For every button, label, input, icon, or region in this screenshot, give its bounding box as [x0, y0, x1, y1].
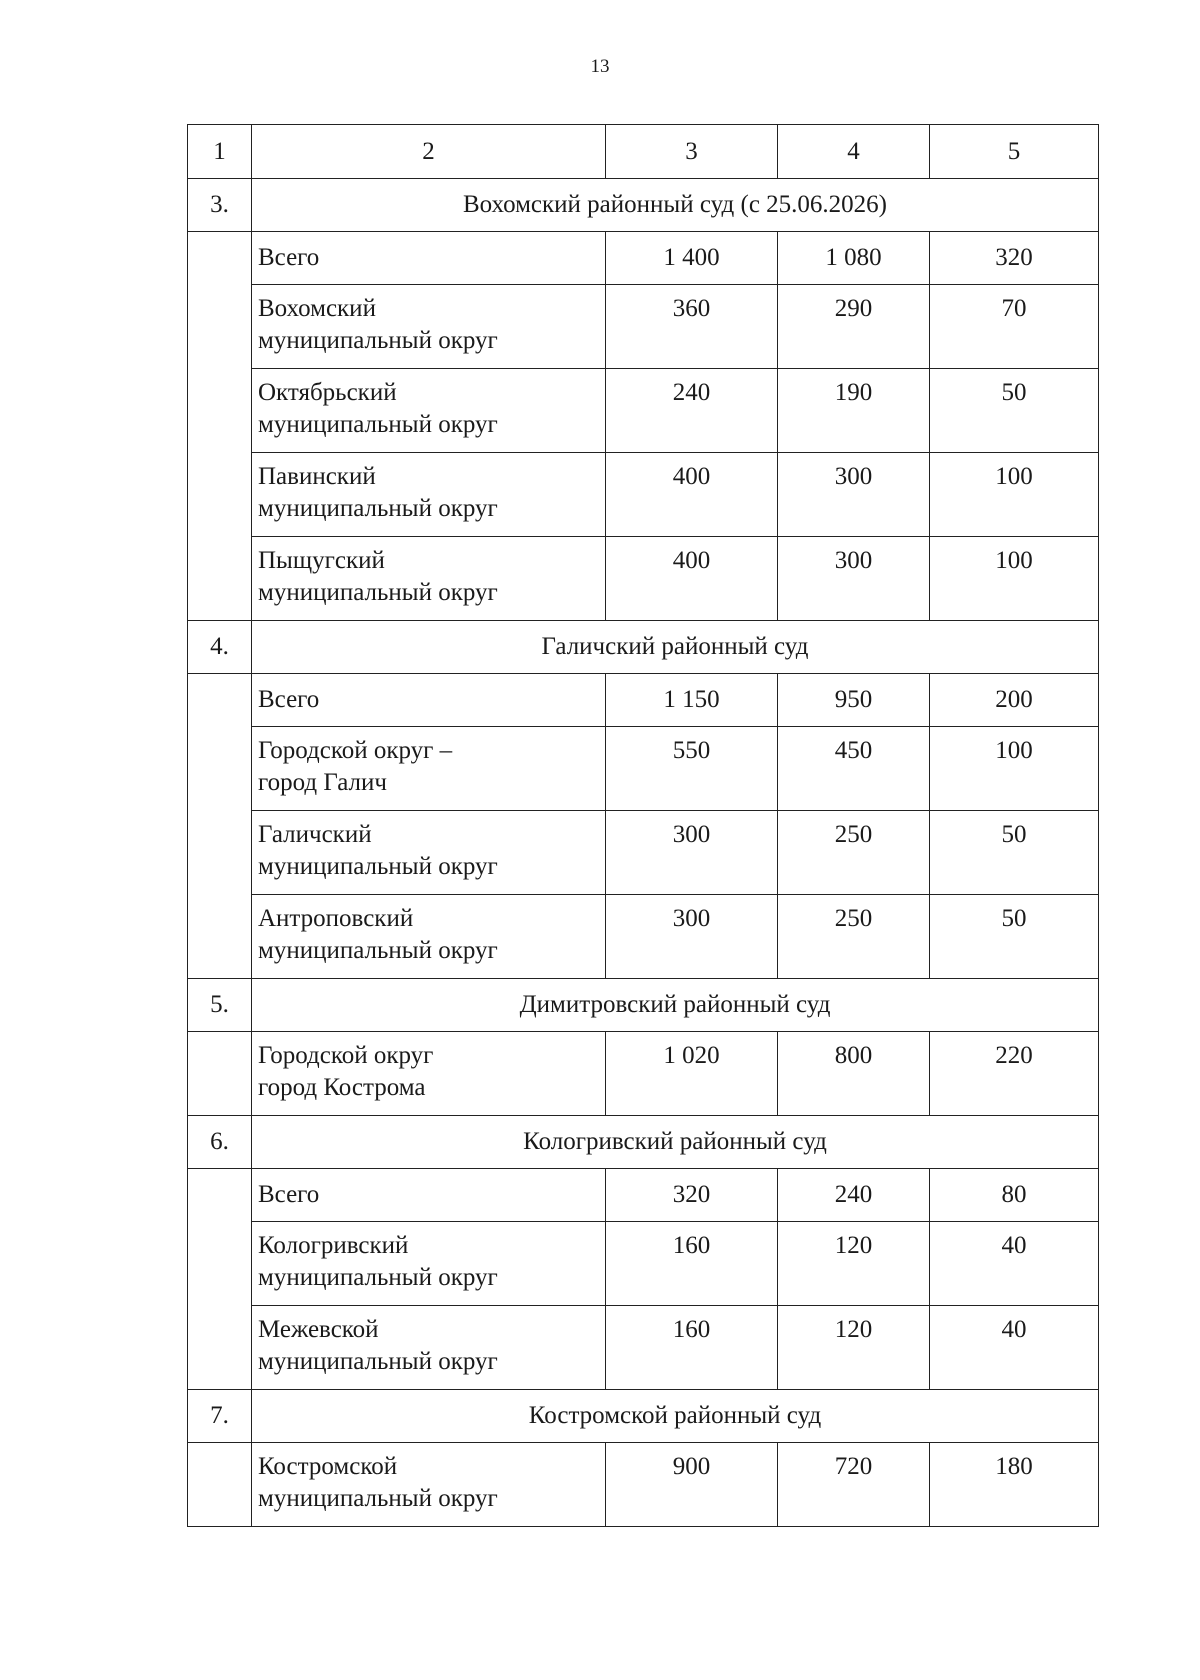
court-section-row: [188, 621, 1099, 674]
value-col-5: 180: [930, 1443, 1099, 1527]
value-col-5: 40: [930, 1222, 1099, 1306]
value-col-4: 250: [778, 811, 930, 895]
table-row: [188, 727, 1099, 811]
district-name-line: Вохомский: [258, 295, 376, 322]
district-name: [252, 232, 606, 285]
value-col-4: 800: [778, 1032, 930, 1116]
value-col-3: 1 020: [606, 1032, 778, 1116]
value-col-5: 40: [930, 1306, 1099, 1390]
value-col-5: 50: [930, 811, 1099, 895]
court-name: Вохомский районный суд (с 25.06.2026): [252, 179, 1099, 232]
district-name-line: Городской округ: [258, 1042, 434, 1069]
empty-number-cell: [188, 232, 252, 621]
value-col-4: 120: [778, 1222, 930, 1306]
empty-number-cell: [188, 674, 252, 979]
district-name: [252, 1222, 606, 1306]
court-districts-table: [187, 124, 1099, 1527]
value-col-3: 300: [606, 895, 778, 979]
district-name-line: город Кострома: [258, 1074, 426, 1101]
table-row: [188, 1222, 1099, 1306]
value-col-3: 900: [606, 1443, 778, 1527]
court-section-row: [188, 179, 1099, 232]
empty-number-cell: [188, 1169, 252, 1390]
district-name: [252, 674, 606, 727]
district-name: [252, 811, 606, 895]
district-name-line: муниципальный округ: [258, 853, 498, 880]
table-row: [188, 674, 1099, 727]
court-name: Галичский районный суд: [252, 621, 1099, 674]
district-name: [252, 1032, 606, 1116]
value-col-4: 950: [778, 674, 930, 727]
district-name-line: Всего: [258, 686, 320, 713]
district-name: [252, 1306, 606, 1390]
table-body: [188, 125, 1099, 1527]
value-col-3: 400: [606, 537, 778, 621]
district-name-line: Павинский: [258, 463, 376, 490]
value-col-4: 720: [778, 1443, 930, 1527]
district-name-line: муниципальный округ: [258, 579, 498, 606]
section-number: 6.: [188, 1116, 252, 1169]
table-row: [188, 895, 1099, 979]
district-name-line: муниципальный округ: [258, 937, 498, 964]
value-col-3: 320: [606, 1169, 778, 1222]
value-col-4: 250: [778, 895, 930, 979]
district-name-line: Костромской: [258, 1453, 398, 1480]
district-name-line: муниципальный округ: [258, 1264, 498, 1291]
value-col-3: 300: [606, 811, 778, 895]
district-name-line: город Галич: [258, 769, 387, 796]
district-name-line: Галичский: [258, 821, 372, 848]
district-name-line: Октябрьский: [258, 379, 397, 406]
court-name: Кологривский районный суд: [252, 1116, 1099, 1169]
district-name-line: Кологривский: [258, 1232, 409, 1259]
value-col-4: 300: [778, 537, 930, 621]
value-col-4: 190: [778, 369, 930, 453]
value-col-4: 240: [778, 1169, 930, 1222]
value-col-3: 240: [606, 369, 778, 453]
value-col-3: 160: [606, 1222, 778, 1306]
value-col-4: 290: [778, 285, 930, 369]
district-name-line: Пыщугский: [258, 547, 385, 574]
district-name: [252, 285, 606, 369]
column-number: 5: [930, 125, 1099, 179]
table-row: [188, 811, 1099, 895]
table-row: [188, 537, 1099, 621]
value-col-4: 300: [778, 453, 930, 537]
district-name: [252, 727, 606, 811]
district-name: [252, 1443, 606, 1527]
column-number: 4: [778, 125, 930, 179]
district-name: [252, 895, 606, 979]
value-col-3: 160: [606, 1306, 778, 1390]
value-col-5: 200: [930, 674, 1099, 727]
district-name-line: муниципальный округ: [258, 411, 498, 438]
court-name: Костромской районный суд: [252, 1390, 1099, 1443]
court-section-row: [188, 1116, 1099, 1169]
table-row: [188, 453, 1099, 537]
empty-number-cell: [188, 1443, 252, 1527]
court-section-row: [188, 1390, 1099, 1443]
section-number: 7.: [188, 1390, 252, 1443]
value-col-3: 360: [606, 285, 778, 369]
table-row: [188, 232, 1099, 285]
table-row: [188, 369, 1099, 453]
court-section-row: [188, 979, 1099, 1032]
district-name-line: Межевской: [258, 1316, 379, 1343]
value-col-5: 100: [930, 537, 1099, 621]
value-col-3: 550: [606, 727, 778, 811]
value-col-5: 50: [930, 369, 1099, 453]
section-number: 3.: [188, 179, 252, 232]
district-name: [252, 1169, 606, 1222]
table-row: [188, 285, 1099, 369]
value-col-5: 320: [930, 232, 1099, 285]
section-number: 4.: [188, 621, 252, 674]
value-col-5: 100: [930, 727, 1099, 811]
district-name-line: муниципальный округ: [258, 1485, 498, 1512]
district-name-line: Всего: [258, 1181, 320, 1208]
section-number: 5.: [188, 979, 252, 1032]
table-row: [188, 1306, 1099, 1390]
value-col-5: 220: [930, 1032, 1099, 1116]
column-number: 3: [606, 125, 778, 179]
district-name-line: Всего: [258, 244, 320, 271]
value-col-3: 400: [606, 453, 778, 537]
value-col-3: 1 400: [606, 232, 778, 285]
empty-number-cell: [188, 1032, 252, 1116]
table-row: [188, 1169, 1099, 1222]
column-number: 2: [252, 125, 606, 179]
district-name-line: муниципальный округ: [258, 495, 498, 522]
value-col-5: 80: [930, 1169, 1099, 1222]
column-number-header-row: [188, 125, 1099, 179]
district-name: [252, 369, 606, 453]
district-name-line: Городской округ –: [258, 737, 453, 764]
value-col-5: 100: [930, 453, 1099, 537]
district-name-line: муниципальный округ: [258, 1348, 498, 1375]
district-name-line: муниципальный округ: [258, 327, 498, 354]
district-name: [252, 537, 606, 621]
value-col-5: 70: [930, 285, 1099, 369]
value-col-3: 1 150: [606, 674, 778, 727]
column-number: 1: [188, 125, 252, 179]
value-col-4: 120: [778, 1306, 930, 1390]
table-row: [188, 1443, 1099, 1527]
value-col-4: 450: [778, 727, 930, 811]
court-name: Димитровский районный суд: [252, 979, 1099, 1032]
page-number: 13: [590, 56, 610, 77]
district-name-line: Антроповский: [258, 905, 414, 932]
district-name: [252, 453, 606, 537]
value-col-5: 50: [930, 895, 1099, 979]
value-col-4: 1 080: [778, 232, 930, 285]
table-row: [188, 1032, 1099, 1116]
